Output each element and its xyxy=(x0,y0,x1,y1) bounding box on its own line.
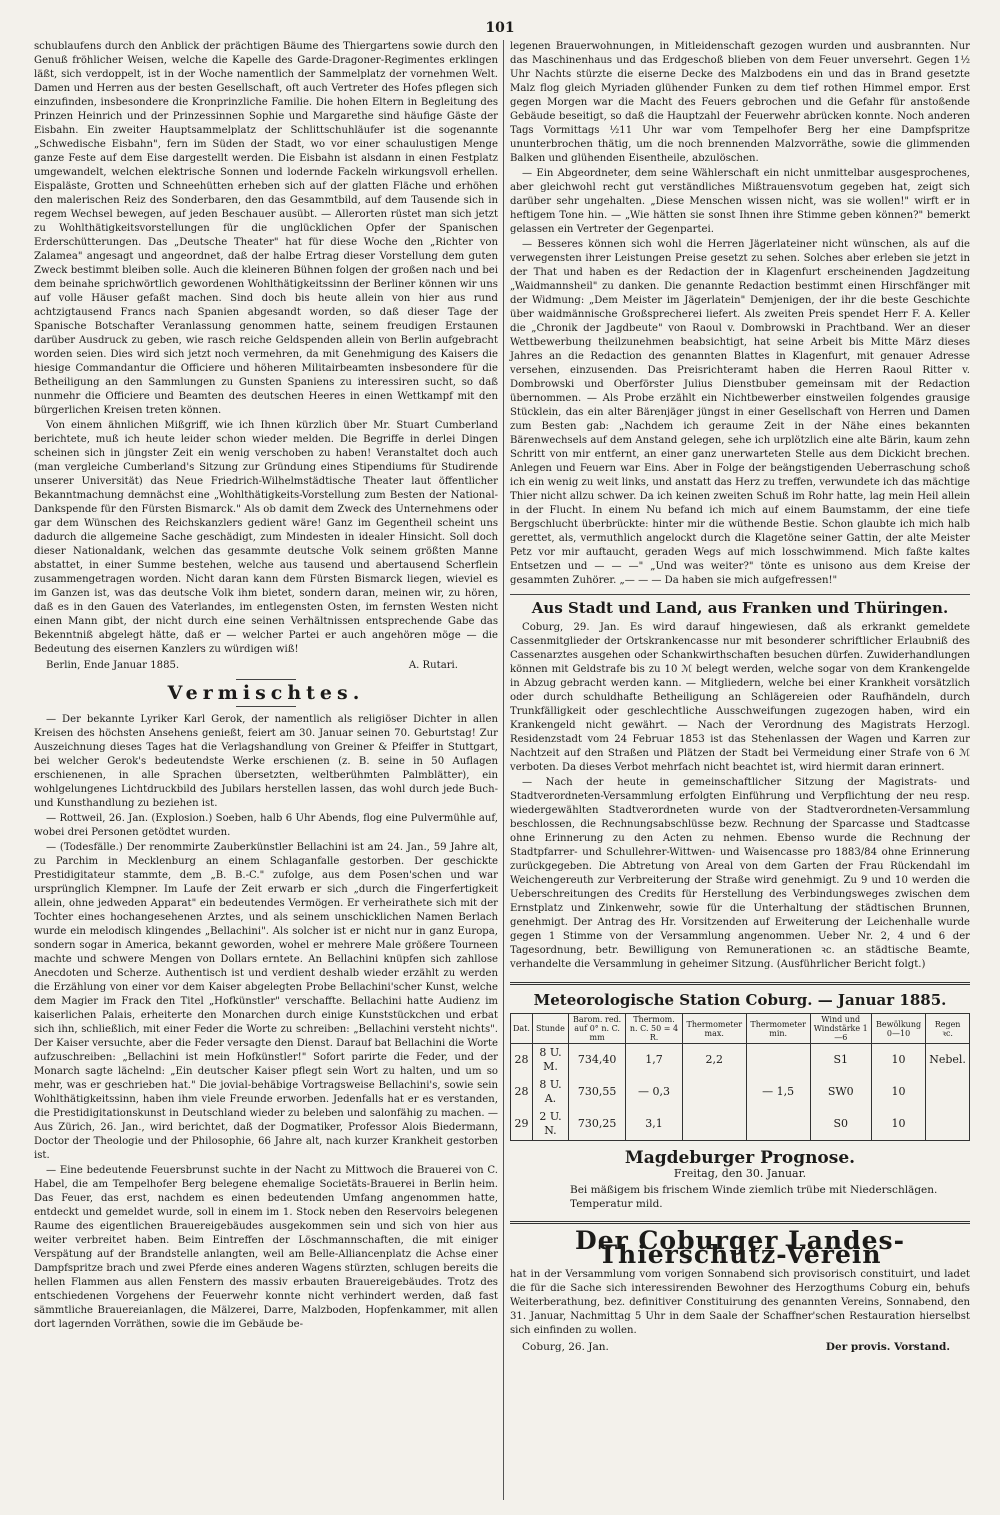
weather-cell xyxy=(926,1108,970,1141)
weather-cell: 10 xyxy=(871,1076,925,1108)
article-berlin-letter-2: Von einem ähnlichen Mißgriff, wie ich Ihnen kürzlich über Mr. Stuart Cumberland berichtete, muß ich heute leider schon wieder melden. Die Begriffe in derlei Dingen scheinen sich in jüngster Zeit ein wenig verschoben zu haben! Veranstaltet doch auch (man vergleiche Cumberland's Sitzung zur Gründung eines Stipendiums für Studirende unserer Universität) das Neue Friedrich-Wilhelmstädtische Theater laut öffentlicher Bekanntmachung demnächst eine „Wohlthätigkeits-Vorstellung zum Besten der National-Dankspende für den Fürsten Bismarck." Als ob damit dem Zweck des Unternehmens oder gar dem Wünschen des Reichskanzlers gedient wäre! Ganz im Gegentheil scheint uns dadurch die allgemeine Sache geschädigt, zum Mindesten in idealer Hinsicht. Soll doch dieser Nationaldank, welchen das gesammte deutsche Volk seinem größten Manne abstattet, in einer Summe bestehen, welche aus tausend und abertausend Scherflein zusammengetragen worden. Nicht daran kann dem Fürsten Bismarck liegen, wieviel es im Ganzen ist, was das deutsche Volk ihm bietet, sondern daran, meinen wir, zu hören, daß es in den Gauen des Vaterlandes, im entlegensten Osten, im fernsten Westen nicht einen Mann gibt, der nicht durch eine seinen Verhältnissen entsprechende Gabe das Bekenntniß abgelegt hätte, daß er — welcher Partei er auch angehören möge — die Bedeutung des eisernen Kanzlers zu würdigen wiß! xyxy=(34,420,498,655)
section-heading-vermischtes: Vermischtes. xyxy=(167,682,365,704)
divider xyxy=(510,1221,970,1224)
weather-header-cell: Thermom. n. C. 50 = 4 R. xyxy=(626,1014,682,1044)
signature-author: A. Rutari. xyxy=(408,660,458,671)
news-item-feuersbrunst-cont: legenen Brauerwohnungen, in Mitleidenschaft gezogen wurden und ausbrannten. Nur das Maschinenhaus und das Erdgeschoß blieben von dem Feuer unversehrt. Gegen 1½ Uhr Nachts stürzte die eiserne Decke des Malzbodens ein und das in Brand gesetzte Malz flog gleich Myriaden glühender Funken zu dem tief rothen Himmel empor. Erst gegen Morgen war die Macht des Feuers gebrochen und die Gefahr für anstoßende Gebäude beseitigt, so daß die Hauptzahl der Feuerwehr abrücken konnte. Noch anderen Tags Vormittags ½11 Uhr war vom Tempelhofer Berg her eine Dampfspritze ununterbrochen thätig, um die noch brennenden Malzvorräthe, sowie die glimmenden Balken und glühenden Eisentheile, abzulöschen. xyxy=(510,41,970,164)
signature-place-date: Berlin, Ende Januar 1885. xyxy=(46,660,180,671)
verein-announcement: hat in der Versammlung vom vorigen Sonnabend sich provisorisch constituirt, und ladet die für die Sache sich interessirenden Bewohner des Herzogthums Coburg ein, behufs Weiterberathung, bez. definitiver Constituirung des genannten Vereins, Sonnabend, den 31. Januar, Nachmittag 5 Uhr in dem Saale der Schaffner'schen Restauration hierselbst sich einfinden zu wollen. xyxy=(510,1269,970,1336)
verein-signatory: Der provis. Vorstand. xyxy=(825,1341,950,1353)
section-heading-stadt-land: Aus Stadt und Land, aus Franken und Thüringen. xyxy=(531,599,949,617)
weather-cell: S0 xyxy=(810,1108,871,1141)
divider xyxy=(236,706,296,707)
right-column xyxy=(510,40,970,1354)
local-news-coburg-2: — Nach der heute in gemeinschaftlicher Sitzung der Magistrats- und Stadtverordneten-Versammlung erfolgten Einführung und Verpflichtung der neu resp. wiedergewählten Stadtverordneten wurde von der Stadtverordneten-Versammlung beschlossen, die Rechnungsabschlüsse bezw. Rechnung der Sparcasse und Stadtcasse ohne Erinnerung zu den Acten zu nehmen. Ebenso wurde die Rechnung der Stadtpfarrer- und Schullehrer-Wittwen- und Waisencasse pro 1883/84 ohne Erinnerung zurückgegeben. Die Abtretung von Areal von dem Garten der Frau Rückendahl im Weichengereuth zur Verbreiterung der Straße wird genehmigt. Zu 9 und 10 werden die Ueberschreitungen des Credits für Herstellung des Verbindungsweges zwischen dem Ernstplatz und Zinkenwehr, sowie für die Unterhaltung der städtischen Brunnen, genehmigt. Der Antrag des Hr. Vorsitzenden auf Erweiterung der Leichenhalle wurde gegen 1 Stimme von der Versammlung angenommen. Ueber Nr. 2, 4 und 6 der Tagesordnung, betr. Bewilligung von Remunerationen ꝛc. an städtische Beamte, verhandelte die Versammlung in geheimer Sitzung. (Ausführlicher Bericht folgt.) xyxy=(510,777,970,970)
weather-cell: SW0 xyxy=(810,1076,871,1108)
weather-cell: Nebel. xyxy=(926,1044,970,1077)
weather-cell: 3,1 xyxy=(626,1108,682,1141)
weather-cell: S1 xyxy=(810,1044,871,1077)
weather-cell: 2,2 xyxy=(682,1044,746,1077)
weather-cell: 730,55 xyxy=(568,1076,625,1108)
news-item-rottweil: — Rottweil, 26. Jan. (Explosion.) Soeben, halb 6 Uhr Abends, flog eine Pulvermühle auf, wobei drei Personen getödtet wurden. xyxy=(34,813,498,838)
weather-table xyxy=(510,1013,970,1141)
weather-row xyxy=(511,1108,970,1141)
prognose-date: Freitag, den 30. Januar. xyxy=(673,1167,807,1180)
left-column xyxy=(34,40,498,1333)
weather-table-body xyxy=(511,1044,970,1141)
weather-cell xyxy=(926,1076,970,1108)
weather-cell xyxy=(682,1108,746,1141)
weather-table-header xyxy=(511,1014,970,1044)
weather-header-cell: Barom. red. auf 0° n. C. mm xyxy=(568,1014,625,1044)
weather-cell: 730,25 xyxy=(568,1108,625,1141)
weather-header-cell: Wind und Windstärke 1—6 xyxy=(810,1014,871,1044)
weather-cell: 8 U. M. xyxy=(532,1044,568,1077)
news-item-todesfaelle: — (Todesfälle.) Der renommirte Zauberkünstler Bellachini ist am 24. Jan., 59 Jahre alt, zu Parchim in Mecklenburg an einem Schlaganfalle gestorben. Der geschickte Prestidigitateur stammte, dem „B. B.-C." zufolge, aus dem Posen'schen und war ursprünglich Klempner. Im Laufe der Zeit erwarb er sich „durch die Fingerfertigkeit allein, ohne jedweden Apparat" ein bedeutendes Vermögen. Er verheirathete sich mit der Tochter eines hochangesehenen Arztes, und als seinem unschicklichen Namen Berlach wurde ein melodisch klingendes „Bellachini". Als solcher ist er nicht nur in ganz Europa, sondern sogar in America, bekannt geworden, wohel er mehrere Male größere Tourneen machte und schwere Mengen von Dollars erntete. An Bellachini knüpfen sich zahllose Anecdoten und Scherze. Authentisch ist und verdient deshalb wieder erzählt zu werden die Erzählung von einer vor dem Kaiser abgelegten Probe Bellachini'scher Kunst, welche dem Magier im Frack den Titel „Hofkünstler" verschaffte. Bellachini hatte Audienz im kaiserlichen Palais, erheiterte den Monarchen durch einige Kunststückchen und erbat sich ihn, schließlich, mit einer Feder die Worte zu schreiben: „Bellachini versteht nichts". Der Kaiser versuchte, aber die Feder versagte den Dienst. Darauf bat Bellachini die Worte aufzuschreiben: „Bellachini ist mein Hofkünstler!" Sofort parirte die Feder, und der Monarch sagte lächelnd: „Ein deutscher Kaiser pflegt sein Wort zu halten, und um so mehr, was er geschrieben hat." Die jovial-behäbige Vortragsweise Bellachini's, sowie sein Wohlthätigkeitssinn, haben ihm viele Freunde erworben. Jedenfalls hat er es verstanden, die Prestidigitationskunst in Deutschland wieder zu beleben und salonfähig zu machen. — Aus Zürich, 26. Jan., wird berichtet, daß der Dogmatiker, Professor Alois Biedermann, Doctor der Theologie und der Philosophie, 66 Jahre alt, nach kurzer Krankheit gestorben ist. xyxy=(34,842,498,1161)
weather-cell: — 0,3 xyxy=(626,1076,682,1108)
verein-title: Der Coburger Landes-Thierschutz-Verein xyxy=(575,1226,905,1269)
weather-row xyxy=(511,1044,970,1077)
weather-cell: 29 xyxy=(511,1108,533,1141)
column-rule xyxy=(503,40,504,1500)
verein-place-date: Coburg, 26. Jan. xyxy=(522,1341,609,1353)
weather-cell: 8 U. A. xyxy=(532,1076,568,1108)
weather-header-cell: Regen ꝛc. xyxy=(926,1014,970,1044)
weather-header-cell: Dat. xyxy=(511,1014,533,1044)
divider xyxy=(236,679,296,680)
news-item-gerok: — Der bekannte Lyriker Karl Gerok, der namentlich als religiöser Dichter in allen Kreisen des höchsten Ansehens genießt, feiert am 30. Januar seinen 70. Geburtstag! Zur Auszeichnung dieses Tages hat die Verlagshandlung von Greiner & Pfeiffer in Stuttgart, bei welcher Gerok's bedeutendste Werke erschienen (z. B. seine in 50 Auflagen erschienenen, in alle Sprachen übersetzten, weltberühmten Palmblätter), ein wohlgelungenes Lichtdruckbild des Jubilars herstellen lassen, das wohl durch jede Buch- und Kunsthandlung zu beziehen ist. xyxy=(34,714,498,809)
weather-cell: 2 U. N. xyxy=(532,1108,568,1141)
weather-cell: 734,40 xyxy=(568,1044,625,1077)
news-item-jaegerlatein: — Besseres können sich wohl die Herren Jägerlateiner nicht wünschen, als auf die verwegensten ihrer Leistungen Preise gesetzt zu sehen. Solches aber erleben sie jetzt in der That und haben es der Redaction der in Klagenfurt erscheinenden Jagdzeitung „Waidmannsheil" zu danken. Die genannte Redaction bestimmt einen Hirschfänger mit der Widmung: „Dem Meister im Jägerlatein" Demjenigen, der ihr die beste Geschichte über waidmännische Großsprecherei liefert. Als zweiten Preis spendet Herr F. A. Keller die „Chronik der Jagdbeute" von Raoul v. Dombrowski in Prachtband. Wer an dieser Wettbewerbung theilzunehmen beabsichtigt, hat seine Arbeit bis Mitte März dieses Jahres an die Redaction des genannten Blattes in Klagenfurt, mit genauer Adresse versehen, einzusenden. Das Preisrichteramt haben die Herren Raoul Ritter v. Dombrowski und Oberförster Julius Dienstbuber gemeinsam mit der Redaction übernommen. — Als Probe erzählt ein Nichtbewerber einstweilen folgendes grausige Stücklein, das ein alter Bärenjäger jüngst in einer Gesellschaft von Herren und Damen zum Besten gab: „Nachdem ich geraume Zeit in der Nähe eines bekannten Bärenwechsels auf dem Anstand gelegen, sehe ich urplötzlich eine alte Bärin, kaum zehn Schritt von mir entfernt, an einer ganz unerwarteten Stelle aus dem Dickicht brechen. Anlegen und Feuern war Eins. Aber in Folge der beängstigenden Ueberraschung schoß ich ein wenig zu weit links, und anstatt das Herz zu treffen, verwundete ich das mächtige Thier nicht allzu schwer. Da ich keinen zweiten Schuß im Rohr hatte, lag mein Heil allein in der Flucht. In einem Nu befand ich mich auf einem Baumstamm, der eine tiefe Bergschlucht überbrückte: hinter mir die wüthende Bestie. Schon glaubte ich mich halb gerettet, als, vermuthlich angelockt durch die Klagetöne seiner Gattin, der alte Meister Petz vor mir auftaucht, geraden Wegs auf mich losschwimmend. Mich faßte kaltes Entsetzen und — — —" „Und was weiter?" tönte es unisono aus dem Kreise der gesammten Zuhörer. „— — — Da haben sie mich aufgefressen!" xyxy=(510,239,970,586)
article-signature xyxy=(34,659,498,673)
news-item-abgeordneter: — Ein Abgeordneter, dem seine Wählerschaft ein nicht unmittelbar ausgesprochenes, aber gleichwohl recht gut verständliches Mißtrauensvotum gegeben hat, zeigt sich darüber sehr ungehalten. „Diese Menschen wissen nicht, was sie wollen!" wirft er in heftigem Tone hin. — „Wie hätten sie sonst Ihnen ihre Stimme geben können?" bemerkt gelassen ein Vertreter der Gegenpartei. xyxy=(510,168,970,235)
divider xyxy=(510,594,970,595)
weather-title: Meteorologische Station Coburg. — Januar 1885. xyxy=(533,991,947,1009)
weather-cell: 10 xyxy=(871,1108,925,1141)
weather-header-cell: Thermometer min. xyxy=(746,1014,810,1044)
verein-signature xyxy=(510,1340,970,1354)
weather-cell: 1,7 xyxy=(626,1044,682,1077)
divider xyxy=(510,982,970,985)
weather-cell: 10 xyxy=(871,1044,925,1077)
weather-cell: — 1,5 xyxy=(746,1076,810,1108)
news-item-feuersbrunst: — Eine bedeutende Feuersbrunst suchte in der Nacht zu Mittwoch die Brauerei von C. Habel, die am Tempelhofer Berg belegene ehemalige Societäts-Brauerei in Berlin heim. Das Feuer, das erst, nachdem es einen bedeutenden Umfang angenommen hatte, entdeckt und gemeldet wurde, soll in einem im 1. Stock neben den Reservoirs belegenen Raume des eigentlichen Brauereigebäudes ausgekommen sein und sich von hier aus weiter verbreitet haben. Beim Eintreffen der Löschmannschaften, die mit einiger Verspätung auf der Brandstelle anlangten, weil am Belle-Alliancenplatz die Achse einer Dampfspritze brach und zwei Pferde eines anderen Wagens stürzten, schlugen bereits die hellen Flammen aus allen Fenstern des massiv erbauten Brauereigebäudes. Trotz des entschiedenen Vorgehens der Feuerwehr konnte nicht verhindert werden, daß fast sämmtliche Brauereianlagen, die Mälzerei, Darre, Malzboden, Hopfenkammer, mit allen dort lagernden Vorräthen, sowie die im Gebäude be- xyxy=(34,1165,498,1330)
weather-cell xyxy=(682,1076,746,1108)
weather-header-cell: Thermometer max. xyxy=(682,1014,746,1044)
weather-row xyxy=(511,1076,970,1108)
weather-cell xyxy=(746,1044,810,1077)
weather-cell xyxy=(746,1108,810,1141)
prognose-title: Magdeburger Prognose. xyxy=(624,1148,856,1168)
prognose-text: Bei mäßigem bis frischem Winde ziemlich trübe mit Niederschlägen. Temperatur mild. xyxy=(570,1184,938,1210)
weather-header-cell: Stunde xyxy=(532,1014,568,1044)
weather-cell: 28 xyxy=(511,1044,533,1077)
article-berlin-letter: schublaufens durch den Anblick der prächtigen Bäume des Thiergartens sowie durch den Genuß fröhlicher Weisen, welche die Kapelle des Garde-Dragoner-Regimentes erklingen läßt, sich verdoppelt, ist in der Woche namentlich der Sammelplatz der vornehmen Welt. Damen und Herren aus der besten Gesellschaft, oft auch Vertreter des Hofes pflegen sich einzufinden, insbesondere die Kronprinzliche Familie. Die hohen Eltern in Begleitung des Prinzen Heinrich und der Prinzessinnen Sophie und Margarethe sind häufige Gäste der Eisbahn. Ein zweiter Hauptsammelplatz der Schlittschuhläufer ist die sogenannte „Schwedische Eisbahn", fern im Süden der Stadt, wo vor einer schaulustigen Menge ganze Feste auf dem Eise dargestellt werden. Die Eisbahn ist alsdann in einen Festplatz umgewandelt, welchen elektrische Sonnen und lodernde Fackeln wirkungsvoll erhellen. Eispaläste, Grotten und Schneehütten erheben sich auf der glatten Fläche und erhöhen den malerischen Reiz des Sonderbaren, den das Gesammtbild, auf dem Tausende sich in regem Wechsel bewegen, auf jeden Beschauer ausübt. — Allerorten rüstet man sich jetzt zu Wohlthätigkeitsvorstellungen für die unglücklichen Opfer der Spanischen Erderschütterungen. Das „Deutsche Theater" hat für diese Woche den „Richter von Zalamea" angesagt und angeordnet, daß der halbe Ertrag dieser Vorstellung dem guten Zweck bestimmt bleiben solle. Auch die kleineren Bühnen folgen der großen nach und bei dem beinahe sprichwörtlich gewordenen Wohlthätigkeitssinn der Berliner können wir uns auf volle Häuser gefaßt machen. Sind doch bis heute allein von hier aus rund achtzigtausend Francs nach Spanien abgesandt worden, so daß dieser Tage der Spanische Botschafter Veranlassung genommen hatte, seinem freudigen Erstaunen darüber Ausdruck zu geben, wie rasch reiche Geldspenden allein von Berlin aufgebracht worden seien. Dies wird sich jetzt noch vermehren, da mit Genehmigung des Kaisers die hiesige Commandantur die Officiere und höheren Militairbeamten insbesondere für die Betheiligung an den Sammlungen zu Gunsten Spaniens zu interessiren sucht, so daß nunmehr die Officiere und Beamten des deutschen Heeres in einen Wettkampf mit den bürgerlichen Kreisen treten können. xyxy=(34,41,498,416)
local-news-coburg-1: Coburg, 29. Jan. Es wird darauf hingewiesen, daß als erkrankt gemeldete Cassenmitglieder der Ortskrankencasse nur mit besonderer schriftlicher Erlaubniß des Cassenarztes ausgehen oder Schankwirthschaften besuchen dürfen. Zuwiderhandlungen können mit Geldstrafe bis zu 10 ℳ belegt werden, welche sogar von dem Krankengelde in Abzug gebracht werden kann. — Mitgliedern, welche bei einer Krankheit vorsätzlich oder durch schuldhafte Betheiligung an Schlägereien oder Raufhändeln, durch Trunkfälligkeit oder geschlechtliche Ausschweifungen zugezogen haben, wird ein Krankengeld nicht gewährt. — Nach der Verordnung des Magistrats Herzogl. Residenzstadt vom 24 Februar 1853 ist das Stehenlassen der Wagen und Karren zur Nachtzeit auf den Straßen und Plätzen der Stadt bei Vermeidung einer Strafe von 6 ℳ verboten. Da dieses Verbot mehrfach nicht beachtet ist, wird hiermit daran erinnert. xyxy=(510,622,970,773)
weather-cell: 28 xyxy=(511,1076,533,1108)
page-number: 101 xyxy=(485,20,515,36)
weather-header-cell: Bewölkung 0—10 xyxy=(871,1014,925,1044)
